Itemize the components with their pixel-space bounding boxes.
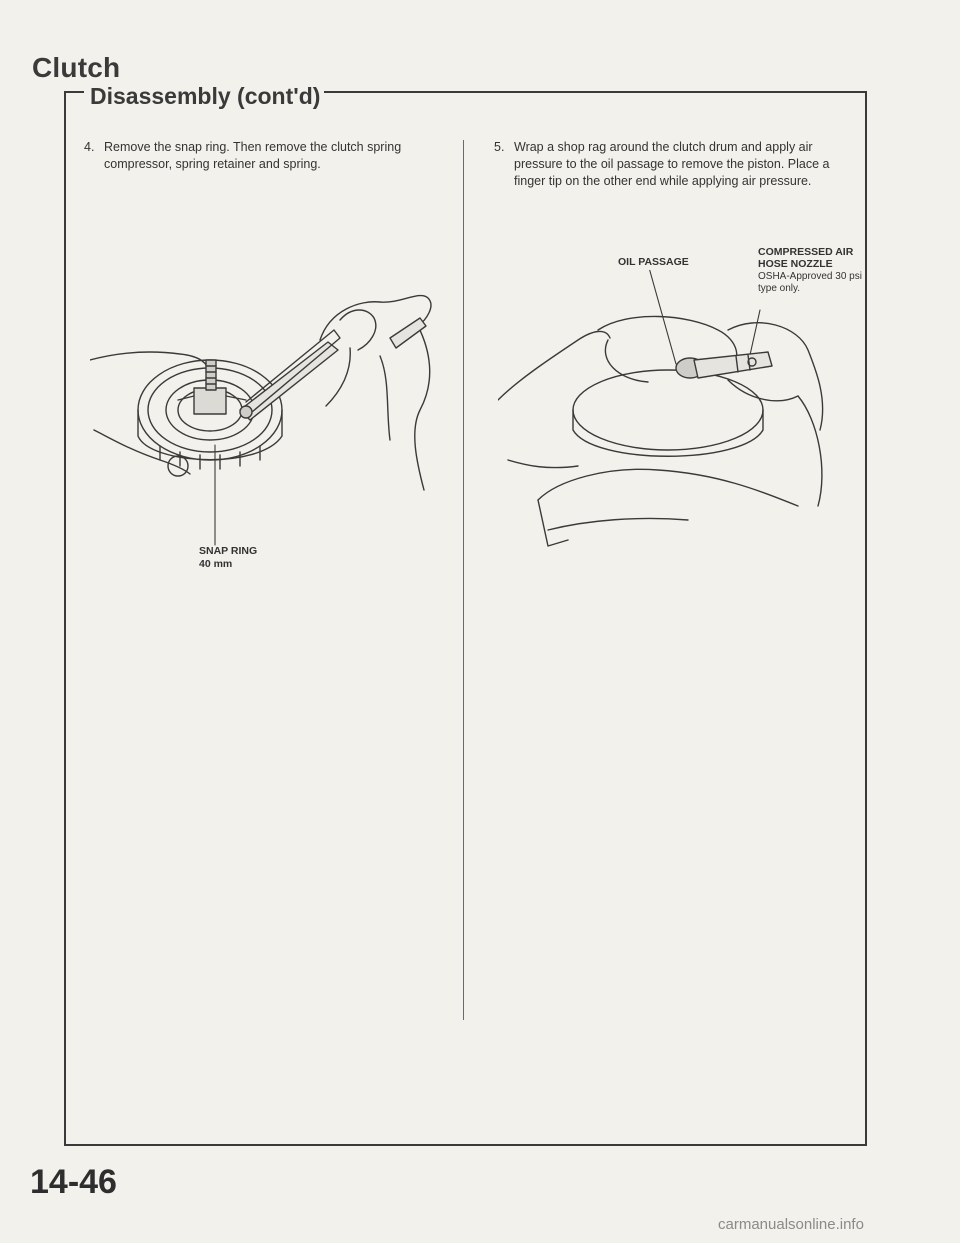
step-text: Remove the snap ring. Then remove the clutch spring compressor, spring retainer and spring. [104,140,402,171]
snap-ring-label: SNAP RING [199,545,258,557]
frame-top-line-right [304,91,867,93]
frame-top-line-left [66,91,84,93]
oil-passage-label: OIL PASSAGE [618,256,689,268]
step-text: Wrap a shop rag around the clutch drum and apply air pressure to the oil passage to remove the piston. Place a finger tip on the other end while applying air pressure. [514,140,830,188]
page-number: 14-46 [30,1163,117,1201]
snap-ring-removal-illustration [90,260,450,550]
step-4 [84,139,444,179]
column-divider [463,140,464,1020]
step-5 [494,139,864,209]
watermark: carmanualsonline.info [718,1216,864,1233]
section-title: Disassembly (cont'd) [86,83,324,110]
content-frame [64,91,867,1146]
step-number: 5. [494,140,505,154]
page-title: Clutch [32,52,121,83]
air-hose-note: OSHA-Approved 30 psi type only. [758,271,862,294]
snap-ring-size-label: 40 mm [199,558,233,570]
air-pressure-illustration [498,270,848,560]
step-number: 4. [84,140,95,154]
air-hose-nozzle-label: COMPRESSED AIR HOSE NOZZLE [758,246,854,270]
